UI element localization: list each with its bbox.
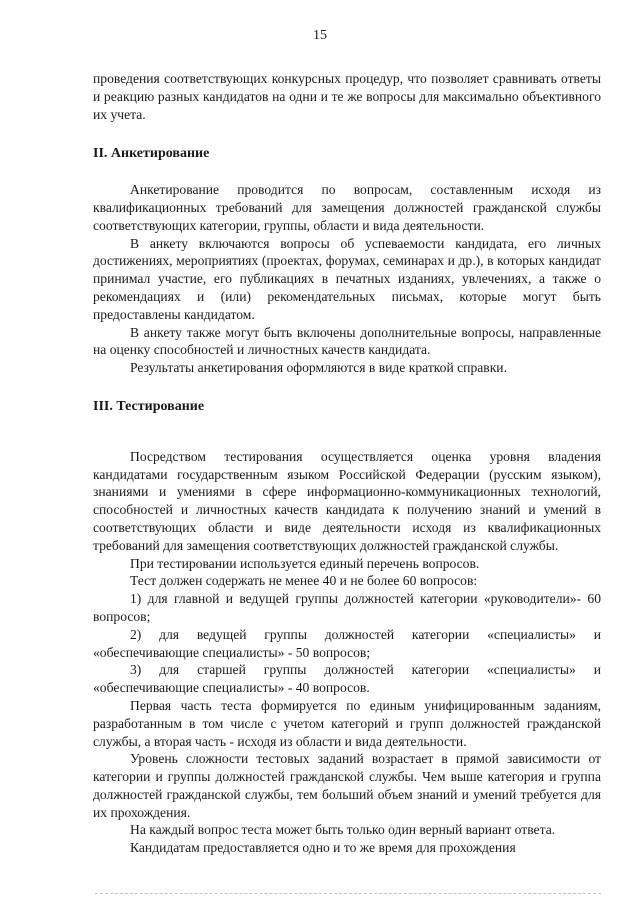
paragraph: Первая часть теста формируется по единым унифицированным заданиям, разработанным в том числе с учетом категорий и групп должностей гражданской службы, а вторая часть - исходя из области и вида деятельности. xyxy=(93,697,601,749)
paragraph: На каждый вопрос теста может быть только один верный вариант ответа. xyxy=(130,822,556,838)
paragraph: Уровень сложности тестовых заданий возрастает в прямой зависимости от категории и группы должностей гражданской службы. Чем выше категория и группа должностей гражданской службы, тем больший объем знаний и умений требуется для их прохождения. xyxy=(93,751,601,820)
paragraph: Результаты анкетирования оформляются в виде краткой справки. xyxy=(130,360,507,376)
paragraph: Кандидатам предоставляется одно и то же время для прохождения xyxy=(130,840,516,856)
paragraph: В анкету также могут быть включены дополнительные вопросы, направленные на оценку способностей и личностных качеств кандидата. xyxy=(93,324,601,358)
paragraph: В анкету включаются вопросы об успеваемости кандидата, его личных достижениях, мероприятиях (проектах, форумах, семинарах и др.), в которых кандидат принимал участие, его публикациях в печатных изданиях, увлечениях, а также о рекомендациях и (или) рекомендательных письмах, которые могут быть предоставлены кандидатом. xyxy=(93,235,601,322)
page-number: 15 xyxy=(313,28,327,43)
paragraph: Анкетирование проводится по вопросам, составленным исходя из квалификационных требований для замещения должностей гражданской службы соответствующих категории, группы, области и вида деятельности. xyxy=(93,182,601,233)
section-heading-questionnaire: II. Анкетирование xyxy=(93,146,210,162)
section-heading-testing: III. Тестирование xyxy=(93,398,205,414)
paragraph: При тестировании используется единый перечень вопросов. xyxy=(130,555,480,571)
list-item: 2) для ведущей группы должностей категории «специалисты» и «обеспечивающие специалисты» - 50 вопросов; xyxy=(93,626,601,660)
scan-edge-line xyxy=(95,893,601,894)
list-item: 1) для главной и ведущей группы должностей категории «руководители»- 60 вопросов; xyxy=(93,591,601,624)
list-item: 3) для старшей группы должностей категории «специалисты» и «обеспечивающие специалисты» - 40 вопросов. xyxy=(93,662,601,696)
paragraph: Посредством тестирования осуществляется оценка уровня владения кандидатами государственным языком Российской Федерации (русским языком), знаниями и умениями в сфере информационно-коммуникационных технологий, способностей и личностных качеств кандидата к получению знаний и умений в соответствующих области и виде деятельности исходя из квалификационных требований для замещения соответствующих должностей гражданской службы. xyxy=(93,448,601,553)
paragraph-continuation: проведения соответствующих конкурсных процедур, что позволяет сравнивать ответы и реакцию разных кандидатов на одни и те же вопросы для максимально объективного их учета. xyxy=(93,71,601,122)
paragraph: Тест должен содержать не менее 40 и не более 60 вопросов: xyxy=(130,573,478,589)
document-body xyxy=(93,70,601,857)
